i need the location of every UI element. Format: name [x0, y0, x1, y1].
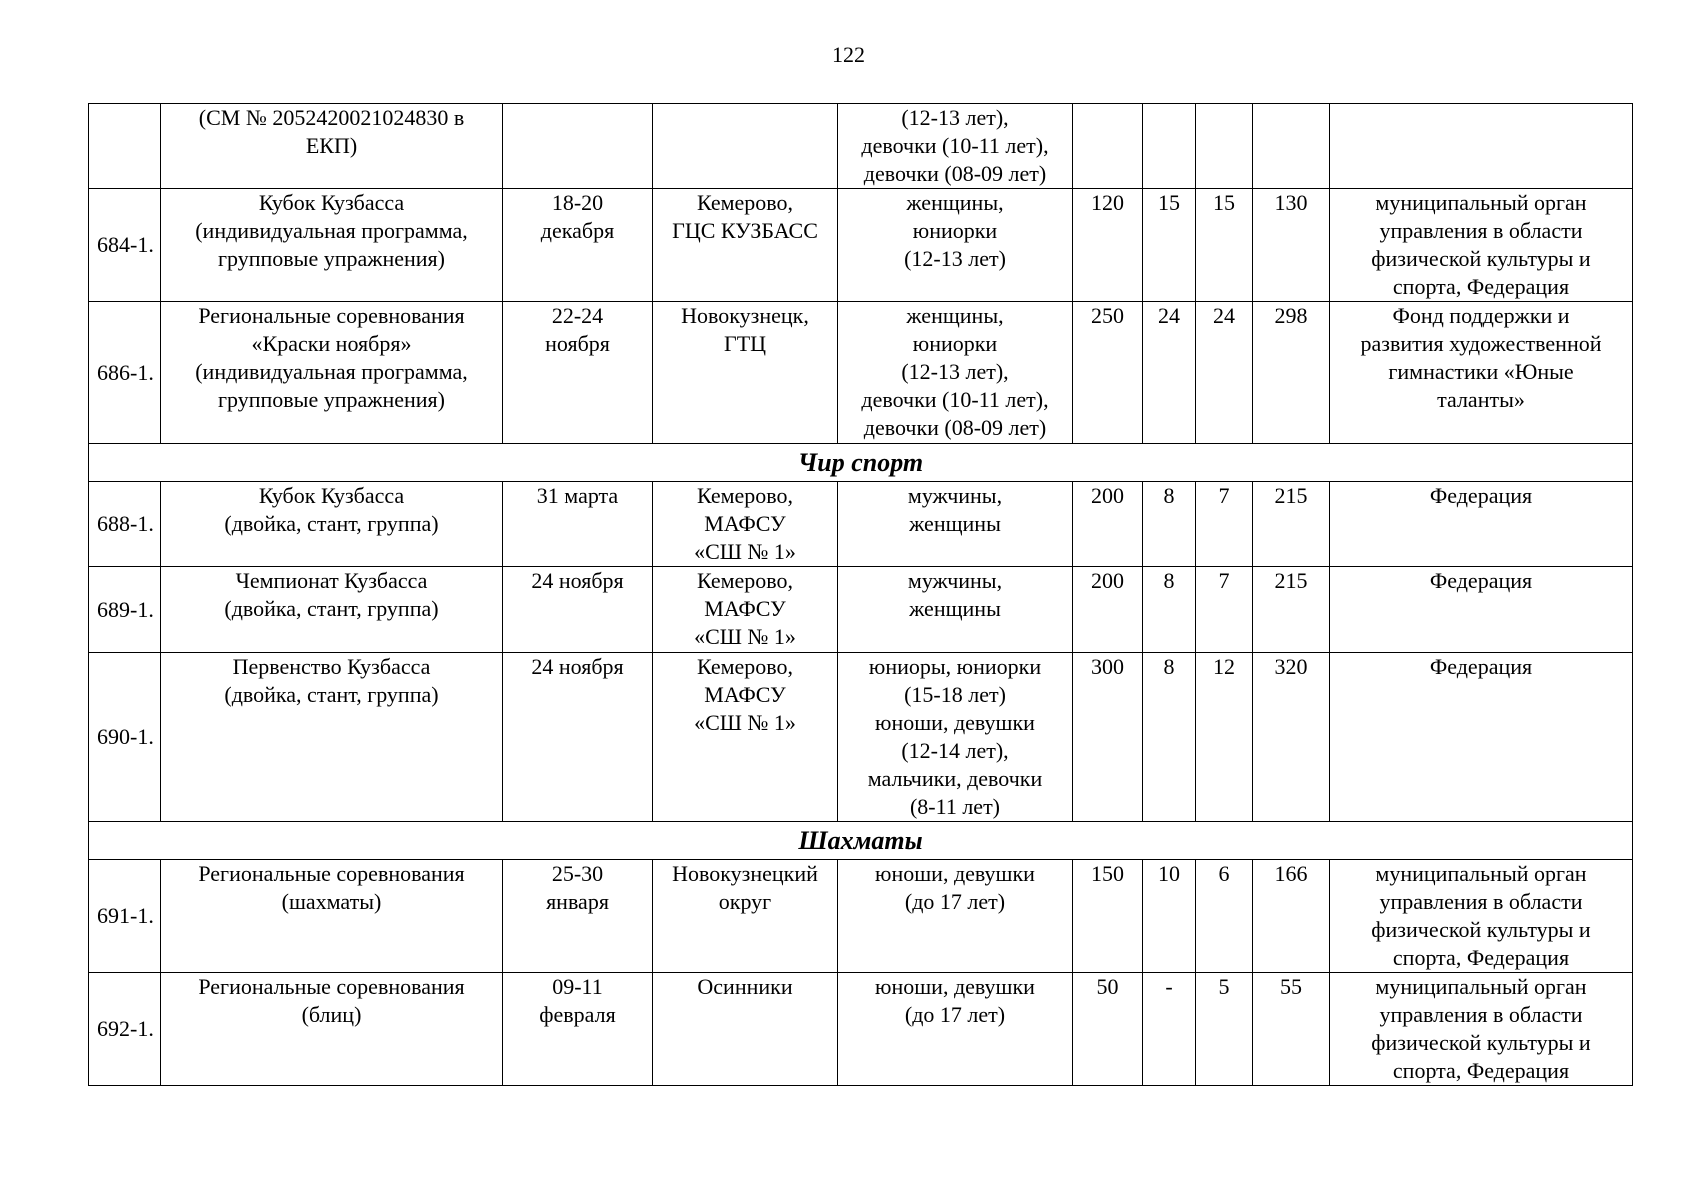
event-date: 24 ноября: [503, 653, 653, 822]
count-col-1: [1073, 104, 1143, 189]
event-organizer: Федерация: [1330, 482, 1633, 567]
event-date: 09-11 февраля: [503, 973, 653, 1086]
row-number: 689-1.: [89, 567, 161, 653]
event-name: Первенство Кузбасса (двойка, стант, группа): [161, 653, 503, 822]
row-number: 691-1.: [89, 860, 161, 973]
event-place: [653, 104, 838, 189]
row-number: 690-1.: [89, 653, 161, 822]
count-col-1: 200: [1073, 482, 1143, 567]
count-col-4: 320: [1253, 653, 1330, 822]
table-row: [89, 189, 1633, 302]
table-row: [89, 973, 1633, 1086]
section-title: Чир спорт: [89, 444, 1633, 482]
event-place: Кемерово, МАФСУ «СШ № 1»: [653, 567, 838, 653]
event-participants: мужчины, женщины: [838, 482, 1073, 567]
row-number: 684-1.: [89, 189, 161, 302]
count-col-4: [1253, 104, 1330, 189]
event-name: (СМ № 2052420021024830 в ЕКП): [161, 104, 503, 189]
event-date: 18-20 декабря: [503, 189, 653, 302]
count-col-2: 8: [1143, 567, 1196, 653]
event-date: 22-24 ноября: [503, 302, 653, 444]
count-col-4: 130: [1253, 189, 1330, 302]
event-place: Осинники: [653, 973, 838, 1086]
table-row: [89, 104, 1633, 189]
event-name: Чемпионат Кузбасса (двойка, стант, группа): [161, 567, 503, 653]
event-participants: мужчины, женщины: [838, 567, 1073, 653]
event-place: Кемерово, МАФСУ «СШ № 1»: [653, 653, 838, 822]
count-col-1: 150: [1073, 860, 1143, 973]
table-row: [89, 302, 1633, 444]
count-col-4: 215: [1253, 567, 1330, 653]
event-date: 25-30 января: [503, 860, 653, 973]
count-col-3: 24: [1196, 302, 1253, 444]
event-name: Региональные соревнования (шахматы): [161, 860, 503, 973]
count-col-2: 24: [1143, 302, 1196, 444]
section-row: [89, 822, 1633, 860]
count-col-1: 250: [1073, 302, 1143, 444]
table-row: [89, 482, 1633, 567]
event-name: Кубок Кузбасса (двойка, стант, группа): [161, 482, 503, 567]
event-organizer: Фонд поддержки и развития художественной гимнастики «Юные таланты»: [1330, 302, 1633, 444]
count-col-1: 50: [1073, 973, 1143, 1086]
count-col-2: 10: [1143, 860, 1196, 973]
count-col-1: 200: [1073, 567, 1143, 653]
table-row: [89, 653, 1633, 822]
count-col-4: 298: [1253, 302, 1330, 444]
event-name: Кубок Кузбасса (индивидуальная программа, групповые упражнения): [161, 189, 503, 302]
event-organizer: Федерация: [1330, 653, 1633, 822]
event-place: Новокузнецкий округ: [653, 860, 838, 973]
count-col-2: 8: [1143, 653, 1196, 822]
count-col-3: [1196, 104, 1253, 189]
count-col-3: 7: [1196, 482, 1253, 567]
event-organizer: муниципальный орган управления в области физической культуры и спорта, Федерация: [1330, 860, 1633, 973]
event-participants: (12-13 лет), девочки (10-11 лет), девочки (08-09 лет): [838, 104, 1073, 189]
event-date: [503, 104, 653, 189]
event-organizer: муниципальный орган управления в области физической культуры и спорта, Федерация: [1330, 189, 1633, 302]
table-row: [89, 860, 1633, 973]
count-col-2: -: [1143, 973, 1196, 1086]
count-col-3: 5: [1196, 973, 1253, 1086]
page-number: 122: [832, 42, 865, 67]
event-participants: женщины, юниорки (12-13 лет): [838, 189, 1073, 302]
count-col-1: 120: [1073, 189, 1143, 302]
count-col-2: 8: [1143, 482, 1196, 567]
event-participants: юниоры, юниорки (15-18 лет) юноши, девушки (12-14 лет), мальчики, девочки (8-11 лет): [838, 653, 1073, 822]
event-organizer: Федерация: [1330, 567, 1633, 653]
event-organizer: муниципальный орган управления в области физической культуры и спорта, Федерация: [1330, 973, 1633, 1086]
count-col-1: 300: [1073, 653, 1143, 822]
event-place: Кемерово, ГЦС КУЗБАСС: [653, 189, 838, 302]
events-table: [88, 103, 1633, 1086]
count-col-3: 6: [1196, 860, 1253, 973]
row-number: 692-1.: [89, 973, 161, 1086]
row-number: 688-1.: [89, 482, 161, 567]
event-name: Региональные соревнования (блиц): [161, 973, 503, 1086]
row-number: 686-1.: [89, 302, 161, 444]
count-col-2: 15: [1143, 189, 1196, 302]
section-title: Шахматы: [89, 822, 1633, 860]
event-participants: юноши, девушки (до 17 лет): [838, 860, 1073, 973]
event-name: Региональные соревнования «Краски ноября» (индивидуальная программа, групповые упражнения): [161, 302, 503, 444]
count-col-4: 55: [1253, 973, 1330, 1086]
section-row: [89, 444, 1633, 482]
count-col-4: 166: [1253, 860, 1330, 973]
row-number: [89, 104, 161, 189]
count-col-3: 15: [1196, 189, 1253, 302]
event-place: Кемерово, МАФСУ «СШ № 1»: [653, 482, 838, 567]
event-place: Новокузнецк, ГТЦ: [653, 302, 838, 444]
event-date: 31 марта: [503, 482, 653, 567]
table-row: [89, 567, 1633, 653]
count-col-4: 215: [1253, 482, 1330, 567]
count-col-3: 7: [1196, 567, 1253, 653]
event-participants: женщины, юниорки (12-13 лет), девочки (10-11 лет), девочки (08-09 лет): [838, 302, 1073, 444]
event-organizer: [1330, 104, 1633, 189]
count-col-3: 12: [1196, 653, 1253, 822]
event-participants: юноши, девушки (до 17 лет): [838, 973, 1073, 1086]
event-date: 24 ноября: [503, 567, 653, 653]
count-col-2: [1143, 104, 1196, 189]
